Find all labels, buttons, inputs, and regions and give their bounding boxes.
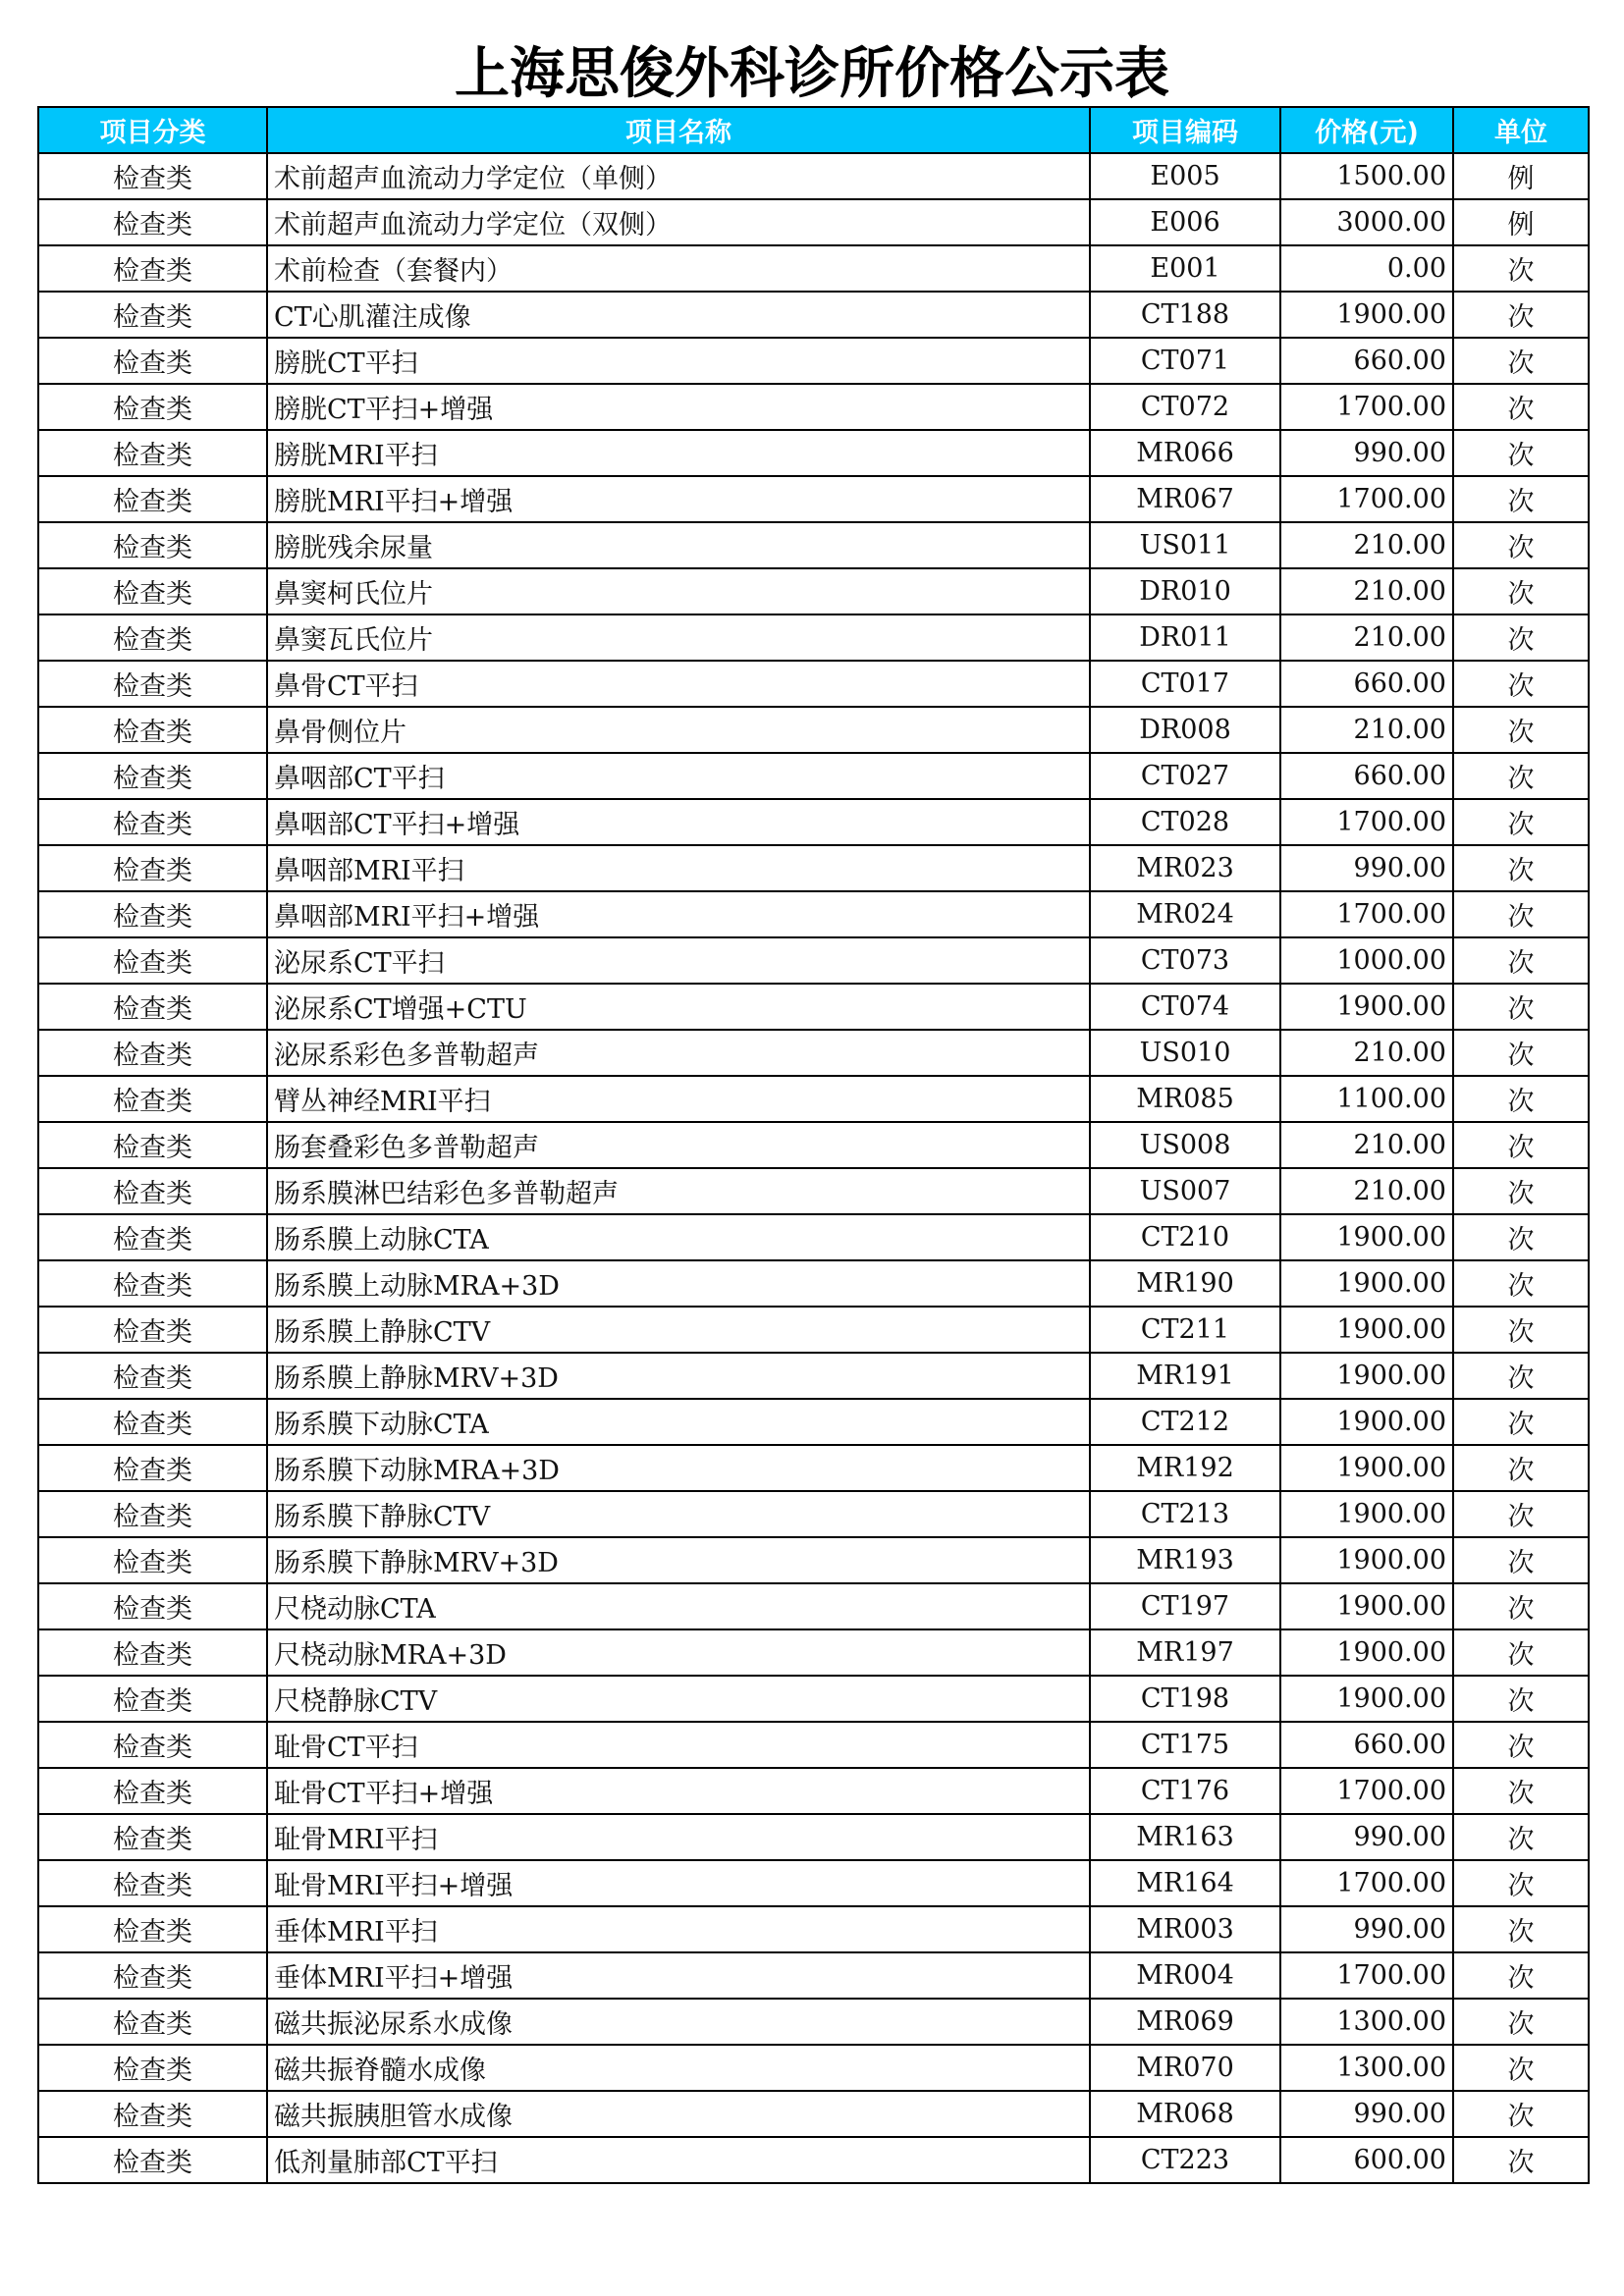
category-cell: 检查类 [38,476,267,522]
name-cell: 肠系膜上动脉CTA [267,1214,1090,1260]
unit-cell: 次 [1453,1445,1589,1491]
code-cell: DR010 [1090,568,1280,614]
category-cell: 检查类 [38,1814,267,1860]
name-cell: 膀胱CT平扫 [267,338,1090,384]
unit-cell: 次 [1453,338,1589,384]
category-cell: 检查类 [38,753,267,799]
unit-cell: 次 [1453,1307,1589,1353]
price-cell: 1700.00 [1280,476,1453,522]
unit-cell: 次 [1453,984,1589,1030]
category-cell: 检查类 [38,522,267,568]
name-cell: 肠系膜淋巴结彩色多普勒超声 [267,1168,1090,1214]
name-cell: 鼻骨CT平扫 [267,661,1090,707]
price-cell: 1900.00 [1280,1214,1453,1260]
price-cell: 1900.00 [1280,1583,1453,1629]
name-cell: 臂丛神经MRI平扫 [267,1076,1090,1122]
header-category: 项目分类 [38,107,267,153]
name-cell: 泌尿系CT增强+CTU [267,984,1090,1030]
table-row [38,984,1589,1030]
code-cell: CT074 [1090,984,1280,1030]
code-cell: US011 [1090,522,1280,568]
code-cell: MR067 [1090,476,1280,522]
category-cell: 检查类 [38,1537,267,1583]
code-cell: CT211 [1090,1307,1280,1353]
name-cell: 肠系膜上静脉CTV [267,1307,1090,1353]
table-row [38,1768,1589,1814]
category-cell: 检查类 [38,1860,267,1906]
price-cell: 1900.00 [1280,1445,1453,1491]
name-cell: 尺桡动脉CTA [267,1583,1090,1629]
name-cell: 肠套叠彩色多普勒超声 [267,1122,1090,1168]
table-row [38,1353,1589,1399]
name-cell: 鼻咽部MRI平扫+增强 [267,891,1090,937]
code-cell: MR023 [1090,845,1280,891]
table-row [38,476,1589,522]
price-cell: 210.00 [1280,707,1453,753]
page-title: 上海思俊外科诊所价格公示表 [455,41,1169,106]
category-cell: 检查类 [38,430,267,476]
table-row [38,1076,1589,1122]
unit-cell: 次 [1453,661,1589,707]
code-cell: E005 [1090,153,1280,199]
unit-cell: 次 [1453,1952,1589,1999]
table-row [38,1814,1589,1860]
category-cell: 检查类 [38,1999,267,2045]
name-cell: 膀胱CT平扫+增强 [267,384,1090,430]
name-cell: CT心肌灌注成像 [267,292,1090,338]
category-cell: 检查类 [38,153,267,199]
name-cell: 膀胱残余尿量 [267,522,1090,568]
price-cell: 210.00 [1280,614,1453,661]
price-cell: 1900.00 [1280,1629,1453,1676]
name-cell: 鼻窦瓦氏位片 [267,614,1090,661]
name-cell: 尺桡动脉MRA+3D [267,1629,1090,1676]
category-cell: 检查类 [38,1676,267,1722]
table-row [38,2045,1589,2091]
category-cell: 检查类 [38,1768,267,1814]
name-cell: 耻骨MRI平扫 [267,1814,1090,1860]
price-cell: 1700.00 [1280,1860,1453,1906]
category-cell: 检查类 [38,245,267,292]
table-row [38,845,1589,891]
table-row [38,1537,1589,1583]
price-cell: 1700.00 [1280,891,1453,937]
unit-cell: 次 [1453,707,1589,753]
price-cell: 990.00 [1280,430,1453,476]
unit-cell: 次 [1453,430,1589,476]
price-cell: 1000.00 [1280,937,1453,984]
category-cell: 检查类 [38,2091,267,2137]
price-cell: 1900.00 [1280,1537,1453,1583]
name-cell: 肠系膜下静脉MRV+3D [267,1537,1090,1583]
unit-cell: 例 [1453,199,1589,245]
table-row [38,384,1589,430]
category-cell: 检查类 [38,1491,267,1537]
name-cell: 耻骨CT平扫+增强 [267,1768,1090,1814]
header-row [38,107,1589,153]
name-cell: 肠系膜上静脉MRV+3D [267,1353,1090,1399]
unit-cell: 次 [1453,522,1589,568]
category-cell: 检查类 [38,568,267,614]
table-row [38,1307,1589,1353]
category-cell: 检查类 [38,661,267,707]
table-row [38,1999,1589,2045]
unit-cell: 次 [1453,891,1589,937]
code-cell: MR193 [1090,1537,1280,1583]
table-row [38,1168,1589,1214]
code-cell: MR069 [1090,1999,1280,2045]
name-cell: 术前超声血流动力学定位（双侧） [267,199,1090,245]
table-row [38,799,1589,845]
code-cell: CT028 [1090,799,1280,845]
unit-cell: 次 [1453,1906,1589,1952]
table-row [38,1906,1589,1952]
price-cell: 1300.00 [1280,1999,1453,2045]
code-cell: US008 [1090,1122,1280,1168]
code-cell: MR003 [1090,1906,1280,1952]
code-cell: CT188 [1090,292,1280,338]
table-row [38,1445,1589,1491]
name-cell: 肠系膜下静脉CTV [267,1491,1090,1537]
unit-cell: 次 [1453,799,1589,845]
category-cell: 检查类 [38,1445,267,1491]
category-cell: 检查类 [38,1952,267,1999]
code-cell: DR011 [1090,614,1280,661]
category-cell: 检查类 [38,984,267,1030]
code-cell: MR070 [1090,2045,1280,2091]
category-cell: 检查类 [38,1168,267,1214]
table-row [38,1952,1589,1999]
code-cell: CT072 [1090,384,1280,430]
code-cell: CT213 [1090,1491,1280,1537]
category-cell: 检查类 [38,1399,267,1445]
code-cell: CT223 [1090,2137,1280,2183]
code-cell: MR163 [1090,1814,1280,1860]
table-row [38,430,1589,476]
unit-cell: 例 [1453,153,1589,199]
table-row [38,1214,1589,1260]
category-cell: 检查类 [38,1583,267,1629]
unit-cell: 次 [1453,2045,1589,2091]
unit-cell: 次 [1453,1168,1589,1214]
name-cell: 垂体MRI平扫 [267,1906,1090,1952]
name-cell: 鼻窦柯氏位片 [267,568,1090,614]
table-row [38,753,1589,799]
name-cell: 磁共振脊髓水成像 [267,2045,1090,2091]
table-row [38,1399,1589,1445]
price-cell: 1700.00 [1280,799,1453,845]
price-cell: 990.00 [1280,2091,1453,2137]
unit-cell: 次 [1453,384,1589,430]
unit-cell: 次 [1453,245,1589,292]
table-row [38,614,1589,661]
unit-cell: 次 [1453,1353,1589,1399]
category-cell: 检查类 [38,2137,267,2183]
price-cell: 1900.00 [1280,1491,1453,1537]
table-row [38,1676,1589,1722]
category-cell: 检查类 [38,2045,267,2091]
price-cell: 1300.00 [1280,2045,1453,2091]
code-cell: MR004 [1090,1952,1280,1999]
code-cell: MR068 [1090,2091,1280,2137]
category-cell: 检查类 [38,891,267,937]
code-cell: MR066 [1090,430,1280,476]
price-cell: 1900.00 [1280,292,1453,338]
name-cell: 尺桡静脉CTV [267,1676,1090,1722]
table-row [38,568,1589,614]
name-cell: 鼻咽部MRI平扫 [267,845,1090,891]
unit-cell: 次 [1453,568,1589,614]
price-cell: 210.00 [1280,522,1453,568]
unit-cell: 次 [1453,1214,1589,1260]
price-cell: 210.00 [1280,1030,1453,1076]
table-body [38,153,1589,2183]
price-cell: 1700.00 [1280,1768,1453,1814]
category-cell: 检查类 [38,799,267,845]
unit-cell: 次 [1453,1399,1589,1445]
price-cell: 660.00 [1280,338,1453,384]
name-cell: 磁共振胰胆管水成像 [267,2091,1090,2137]
code-cell: CT212 [1090,1399,1280,1445]
table-row [38,1722,1589,1768]
price-cell: 1900.00 [1280,1307,1453,1353]
name-cell: 垂体MRI平扫+增强 [267,1952,1090,1999]
price-cell: 1700.00 [1280,1952,1453,1999]
price-cell: 1900.00 [1280,1353,1453,1399]
table-row [38,707,1589,753]
category-cell: 检查类 [38,1629,267,1676]
price-cell: 1700.00 [1280,384,1453,430]
unit-cell: 次 [1453,1860,1589,1906]
category-cell: 检查类 [38,1214,267,1260]
unit-cell: 次 [1453,1122,1589,1168]
name-cell: 磁共振泌尿系水成像 [267,1999,1090,2045]
header-price: 价格(元) [1280,107,1453,153]
table-row [38,2091,1589,2137]
price-cell: 3000.00 [1280,199,1453,245]
category-cell: 检查类 [38,1122,267,1168]
table-row [38,1030,1589,1076]
price-cell: 210.00 [1280,568,1453,614]
table-row [38,245,1589,292]
table-row [38,661,1589,707]
header-name: 项目名称 [267,107,1090,153]
table-row [38,522,1589,568]
name-cell: 术前检查（套餐内） [267,245,1090,292]
name-cell: 术前超声血流动力学定位（单侧） [267,153,1090,199]
table-row [38,2137,1589,2183]
unit-cell: 次 [1453,476,1589,522]
code-cell: CT210 [1090,1214,1280,1260]
code-cell: CT197 [1090,1583,1280,1629]
price-cell: 1900.00 [1280,1676,1453,1722]
category-cell: 检查类 [38,384,267,430]
price-cell: 990.00 [1280,845,1453,891]
code-cell: DR008 [1090,707,1280,753]
code-cell: MR192 [1090,1445,1280,1491]
category-cell: 检查类 [38,1260,267,1307]
unit-cell: 次 [1453,937,1589,984]
unit-cell: 次 [1453,1722,1589,1768]
unit-cell: 次 [1453,1491,1589,1537]
category-cell: 检查类 [38,1906,267,1952]
code-cell: CT073 [1090,937,1280,984]
unit-cell: 次 [1453,1537,1589,1583]
table-row [38,1629,1589,1676]
table-row [38,937,1589,984]
code-cell: MR164 [1090,1860,1280,1906]
category-cell: 检查类 [38,1307,267,1353]
category-cell: 检查类 [38,1722,267,1768]
name-cell: 泌尿系CT平扫 [267,937,1090,984]
header-code: 项目编码 [1090,107,1280,153]
unit-cell: 次 [1453,2091,1589,2137]
unit-cell: 次 [1453,1676,1589,1722]
unit-cell: 次 [1453,1999,1589,2045]
code-cell: MR024 [1090,891,1280,937]
category-cell: 检查类 [38,707,267,753]
name-cell: 肠系膜下动脉MRA+3D [267,1445,1090,1491]
price-cell: 990.00 [1280,1814,1453,1860]
name-cell: 鼻咽部CT平扫 [267,753,1090,799]
code-cell: CT071 [1090,338,1280,384]
category-cell: 检查类 [38,1353,267,1399]
name-cell: 肠系膜上动脉MRA+3D [267,1260,1090,1307]
price-cell: 600.00 [1280,2137,1453,2183]
price-cell: 1500.00 [1280,153,1453,199]
unit-cell: 次 [1453,1814,1589,1860]
table-row [38,153,1589,199]
unit-cell: 次 [1453,1629,1589,1676]
price-cell: 1100.00 [1280,1076,1453,1122]
name-cell: 泌尿系彩色多普勒超声 [267,1030,1090,1076]
price-cell: 1900.00 [1280,1260,1453,1307]
category-cell: 检查类 [38,292,267,338]
category-cell: 检查类 [38,1076,267,1122]
unit-cell: 次 [1453,1030,1589,1076]
price-cell: 660.00 [1280,661,1453,707]
code-cell: MR197 [1090,1629,1280,1676]
table-row [38,1260,1589,1307]
code-cell: MR085 [1090,1076,1280,1122]
category-cell: 检查类 [38,614,267,661]
category-cell: 检查类 [38,338,267,384]
price-cell: 660.00 [1280,1722,1453,1768]
code-cell: US007 [1090,1168,1280,1214]
category-cell: 检查类 [38,845,267,891]
table-row [38,292,1589,338]
name-cell: 低剂量肺部CT平扫 [267,2137,1090,2183]
price-cell: 0.00 [1280,245,1453,292]
code-cell: US010 [1090,1030,1280,1076]
price-cell: 1900.00 [1280,1399,1453,1445]
unit-cell: 次 [1453,1260,1589,1307]
unit-cell: 次 [1453,614,1589,661]
price-table [37,106,1590,2184]
code-cell: CT176 [1090,1768,1280,1814]
code-cell: MR190 [1090,1260,1280,1307]
table-header [38,107,1589,153]
table-row [38,1491,1589,1537]
code-cell: CT017 [1090,661,1280,707]
unit-cell: 次 [1453,292,1589,338]
price-cell: 660.00 [1280,753,1453,799]
code-cell: CT175 [1090,1722,1280,1768]
name-cell: 膀胱MRI平扫+增强 [267,476,1090,522]
name-cell: 耻骨MRI平扫+增强 [267,1860,1090,1906]
category-cell: 检查类 [38,1030,267,1076]
table-row [38,1583,1589,1629]
unit-cell: 次 [1453,753,1589,799]
unit-cell: 次 [1453,1076,1589,1122]
name-cell: 鼻骨侧位片 [267,707,1090,753]
table-row [38,891,1589,937]
name-cell: 耻骨CT平扫 [267,1722,1090,1768]
code-cell: CT027 [1090,753,1280,799]
table-row [38,1860,1589,1906]
unit-cell: 次 [1453,2137,1589,2183]
price-cell: 210.00 [1280,1168,1453,1214]
table-row [38,199,1589,245]
code-cell: CT198 [1090,1676,1280,1722]
unit-cell: 次 [1453,845,1589,891]
unit-cell: 次 [1453,1583,1589,1629]
code-cell: E001 [1090,245,1280,292]
price-cell: 210.00 [1280,1122,1453,1168]
table-row [38,338,1589,384]
table-row [38,1122,1589,1168]
code-cell: MR191 [1090,1353,1280,1399]
unit-cell: 次 [1453,1768,1589,1814]
name-cell: 膀胱MRI平扫 [267,430,1090,476]
price-cell: 990.00 [1280,1906,1453,1952]
price-cell: 1900.00 [1280,984,1453,1030]
category-cell: 检查类 [38,937,267,984]
name-cell: 肠系膜下动脉CTA [267,1399,1090,1445]
header-unit: 单位 [1453,107,1589,153]
name-cell: 鼻咽部CT平扫+增强 [267,799,1090,845]
category-cell: 检查类 [38,199,267,245]
code-cell: E006 [1090,199,1280,245]
